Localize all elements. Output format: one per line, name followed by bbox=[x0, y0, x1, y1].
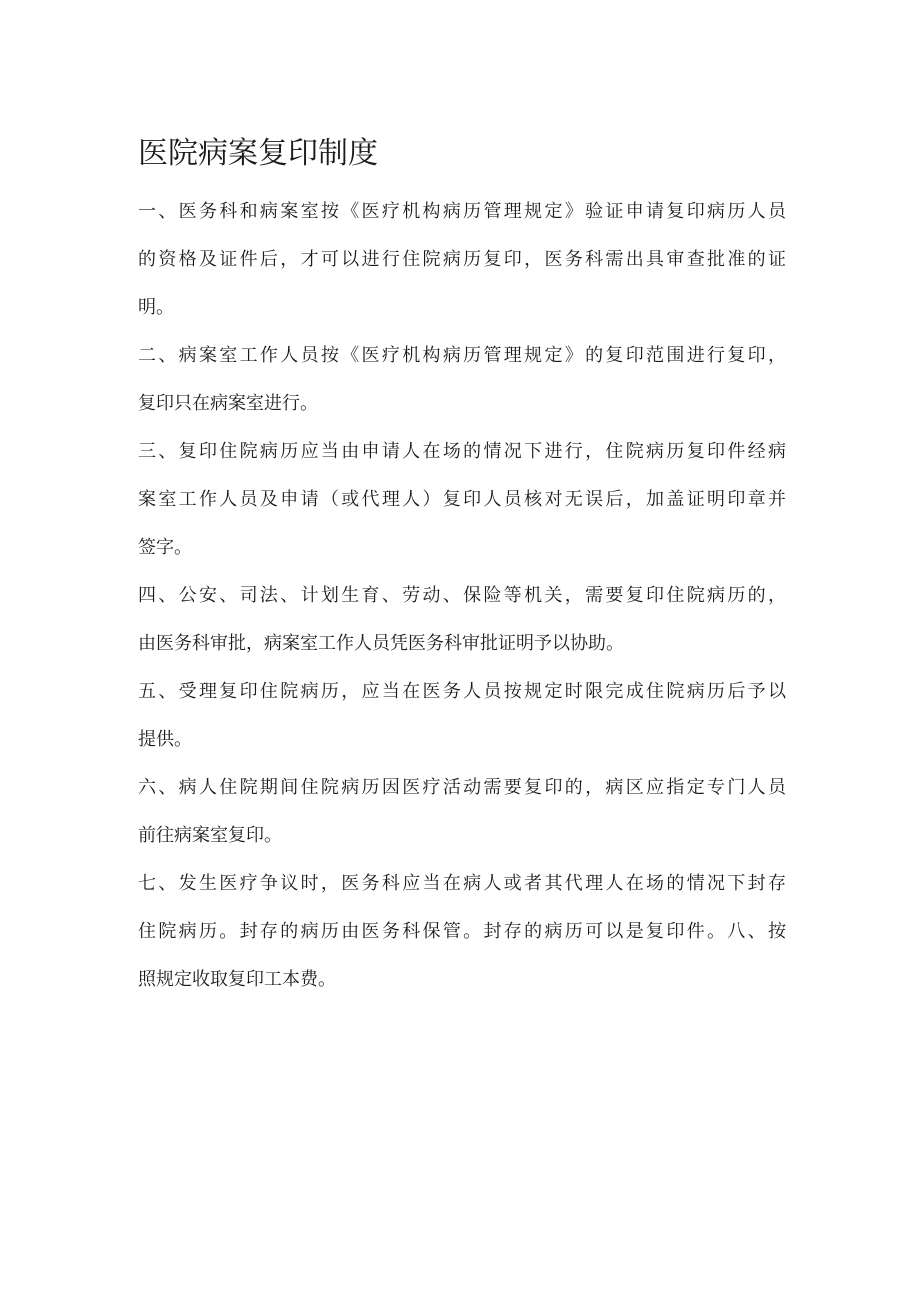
paragraph-line: 三、复印住院病历应当由申请人在场的情况下进行，住院病历复印件经病 bbox=[138, 441, 786, 462]
paragraph-line: 案室工作人员及申请（或代理人）复印人员核对无误后，加盖证明印章并 bbox=[138, 489, 786, 510]
paragraph-line: 提供。 bbox=[138, 729, 192, 750]
paragraph-line: 由医务科审批，病案室工作人员凭医务科审批证明予以协助。 bbox=[138, 633, 624, 654]
paragraph-line: 七、发生医疗争议时，医务科应当在病人或者其代理人在场的情况下封存 bbox=[138, 873, 786, 894]
paragraph-4 bbox=[138, 572, 786, 668]
paragraph-line: 六、病人住院期间住院病历因医疗活动需要复印的，病区应指定专门人员 bbox=[138, 777, 786, 798]
paragraph-7 bbox=[138, 860, 786, 1004]
document-title: 医院病案复印制度 bbox=[138, 136, 378, 171]
paragraph-line: 复印只在病案室进行。 bbox=[138, 393, 318, 414]
paragraph-line: 签字。 bbox=[138, 537, 192, 558]
paragraph-line: 二、病案室工作人员按《医疗机构病历管理规定》的复印范围进行复印， bbox=[138, 345, 786, 366]
paragraph-line: 照规定收取复印工本费。 bbox=[138, 969, 336, 990]
document-body bbox=[138, 188, 786, 1004]
paragraph-2 bbox=[138, 332, 786, 428]
paragraph-line: 五、受理复印住院病历，应当在医务人员按规定时限完成住院病历后予以 bbox=[138, 681, 786, 702]
paragraph-line: 的资格及证件后，才可以进行住院病历复印，医务科需出具审查批准的证 bbox=[138, 249, 786, 270]
paragraph-1 bbox=[138, 188, 786, 332]
paragraph-line: 四、公安、司法、计划生育、劳动、保险等机关，需要复印住院病历的， bbox=[138, 585, 786, 606]
paragraph-3 bbox=[138, 428, 786, 572]
paragraph-line: 前往病案室复印。 bbox=[138, 825, 282, 846]
paragraph-line: 住院病历。封存的病历由医务科保管。封存的病历可以是复印件。八、按 bbox=[138, 921, 786, 942]
paragraph-6 bbox=[138, 764, 786, 860]
paragraph-5 bbox=[138, 668, 786, 764]
paragraph-line: 明。 bbox=[138, 297, 174, 318]
paragraph-line: 一、医务科和病案室按《医疗机构病历管理规定》验证申请复印病历人员 bbox=[138, 201, 786, 222]
